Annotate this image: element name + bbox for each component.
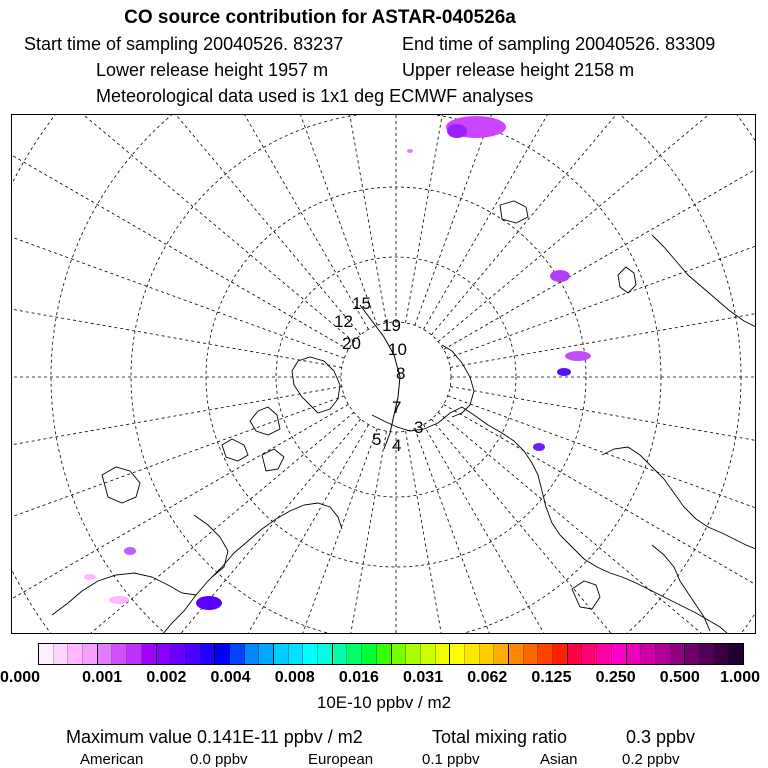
- colorbar-cell: [392, 644, 407, 664]
- total-mixing-label: Total mixing ratio: [432, 727, 568, 747]
- american-value: 0.0 ppbv: [190, 751, 248, 768]
- greenland-coast: [292, 357, 340, 413]
- colorbar-tick-label: 0.004: [210, 669, 251, 686]
- colorbar-cell: [377, 644, 392, 664]
- europe-coast: [652, 235, 756, 327]
- colorbar: [38, 643, 744, 665]
- colorbar-cell: [656, 644, 671, 664]
- colorbar-tick-label: 1.000: [719, 669, 760, 686]
- met-data-label: Meteorological data used is 1x1 deg ECMWF analyses: [96, 86, 534, 106]
- asian-value: 0.2 ppbv: [622, 751, 680, 768]
- meridian-line: [12, 387, 342, 534]
- colorbar-cell: [553, 644, 568, 664]
- colorbar-cell: [289, 644, 304, 664]
- meridian-line: [448, 396, 756, 634]
- colorbar-cell: [347, 644, 362, 664]
- hour-marker: 12: [334, 312, 353, 331]
- meridian-line: [240, 115, 387, 323]
- colorbar-cell: [568, 644, 583, 664]
- latitude-circle: [12, 115, 756, 634]
- hour-marker: 7: [392, 398, 402, 417]
- iceland-coast: [500, 201, 528, 223]
- colorbar-cell: [318, 644, 333, 664]
- colorbar-cell: [450, 644, 465, 664]
- colorbar-cell: [83, 644, 98, 664]
- lower-release-label: Lower release height 1957 m: [96, 60, 329, 80]
- colorbar-cell: [685, 644, 700, 664]
- map-panel: [11, 114, 756, 634]
- hour-marker: 10: [388, 340, 407, 359]
- meridian-line: [415, 115, 704, 325]
- end-time-label: End time of sampling 20040526. 83309: [402, 34, 716, 54]
- plot-title: CO source contribution for ASTAR-040526a: [124, 7, 516, 28]
- colorbar-cell: [715, 644, 730, 664]
- meridian-line: [12, 405, 348, 635]
- colorbar-cell: [333, 644, 348, 664]
- canada-archipelago: [222, 407, 284, 471]
- colorbar-cell: [362, 644, 377, 664]
- colorbar-cell: [39, 644, 54, 664]
- colorbar-unit: 10E-10 ppbv / m2: [316, 693, 452, 712]
- max-value-label: Maximum value 0.141E-11 ppbv / m2: [66, 727, 363, 747]
- colorbar-tick-label: 0.062: [467, 669, 508, 686]
- patch: [109, 596, 129, 604]
- colorbar-cell: [421, 644, 436, 664]
- colorbar-cell: [142, 644, 157, 664]
- hour-marker: 19: [382, 316, 401, 335]
- japan-coast: [572, 581, 600, 609]
- meridian-line: [406, 431, 553, 634]
- latitude-circle: [12, 115, 756, 634]
- patch: [550, 270, 570, 282]
- hour-marker: 4: [392, 436, 402, 455]
- colorbar-cell: [627, 644, 642, 664]
- colorbar-tick-label: 0.016: [338, 669, 379, 686]
- meridian-line: [424, 425, 757, 634]
- patch: [124, 547, 136, 555]
- colorbar-cell: [436, 644, 451, 664]
- meridian-line: [424, 115, 757, 329]
- colorbar-cell: [406, 644, 421, 664]
- colorbar-cell: [157, 644, 172, 664]
- colorbar-cell: [186, 644, 201, 664]
- siberia-coast: [602, 447, 756, 549]
- meridian-line: [12, 115, 348, 350]
- polar-map: [12, 115, 756, 634]
- colorbar-cell: [582, 644, 597, 664]
- meridian-line: [438, 115, 756, 342]
- colorbar-cell: [494, 644, 509, 664]
- colorbar-cell: [641, 644, 656, 664]
- meridian-line: [240, 431, 387, 634]
- start-time-label: Start time of sampling 20040526. 83237: [24, 34, 344, 54]
- colorbar-cell: [215, 644, 230, 664]
- meridian-line: [406, 115, 553, 323]
- hour-marker: 5: [372, 430, 382, 449]
- european-value: 0.1 ppbv: [422, 751, 480, 768]
- alaska-coast: [194, 515, 228, 577]
- meridian-line: [12, 412, 354, 634]
- colorbar-cell: [509, 644, 524, 664]
- colorbar-tick-label: 0.500: [659, 669, 700, 686]
- colorbar-cell: [68, 644, 83, 664]
- colorbar-tick-label: 0.008: [274, 669, 315, 686]
- colorbar-tick-label: 0.002: [146, 669, 187, 686]
- meridian-line: [12, 115, 344, 358]
- colorbar-cell: [524, 644, 539, 664]
- hour-marker: 15: [352, 294, 371, 313]
- patch: [533, 443, 545, 451]
- meridian-line: [415, 429, 704, 634]
- colorbar-cell: [480, 644, 495, 664]
- colorbar-cell: [303, 644, 318, 664]
- colorbar-cell: [612, 644, 627, 664]
- colorbar-cell: [671, 644, 686, 664]
- european-label: European: [308, 751, 374, 768]
- colorbar-cell: [245, 644, 260, 664]
- coastlines: [52, 201, 756, 634]
- colorbar-cell: [54, 644, 69, 664]
- colorbar-cell: [201, 644, 216, 664]
- hour-marker: 3: [414, 418, 424, 437]
- uk-coast: [618, 267, 636, 293]
- graticule: [12, 115, 756, 634]
- north-america-coast: [162, 503, 342, 634]
- eurasia-coast: [372, 407, 728, 634]
- hudson-coast: [52, 573, 196, 615]
- meridian-line: [12, 396, 344, 634]
- colorbar-tick-label: 0.031: [403, 669, 444, 686]
- colorbar-cell: [597, 644, 612, 664]
- american-label: American: [80, 751, 144, 768]
- meridian-line: [12, 115, 369, 329]
- meridian-line: [88, 115, 377, 325]
- total-mixing-value: 0.3 ppbv: [626, 727, 696, 747]
- hour-marker: 20: [342, 334, 361, 353]
- meridian-line: [431, 115, 756, 335]
- meridian-line: [12, 221, 342, 368]
- colorbar-cell: [230, 644, 245, 664]
- colorbar-tick-label: 0.001: [82, 669, 123, 686]
- patch: [565, 351, 591, 361]
- colorbar-cell: [127, 644, 142, 664]
- colorbar-cell: [112, 644, 127, 664]
- patch: [557, 368, 571, 376]
- colorbar-cell: [171, 644, 186, 664]
- meridian-line: [448, 115, 756, 358]
- patch: [447, 124, 467, 138]
- far-east-coast: [652, 545, 710, 631]
- meridian-line: [444, 405, 756, 635]
- colorbar-tick-label: 0.250: [595, 669, 636, 686]
- scandinavia-coast: [442, 345, 474, 417]
- colorbar-cell: [259, 644, 274, 664]
- colorbar-cell: [98, 644, 113, 664]
- hour-marker: 8: [396, 364, 406, 383]
- patch: [407, 149, 413, 153]
- meridian-line: [12, 115, 354, 342]
- meridian-line: [12, 419, 361, 634]
- colorbar-cell: [465, 644, 480, 664]
- patch: [196, 596, 222, 610]
- colorbar-tick-label: 0.000: [0, 669, 41, 686]
- asian-label: Asian: [540, 751, 578, 768]
- colorbar-cell: [700, 644, 715, 664]
- colorbar-cell: [729, 644, 743, 664]
- patch: [84, 574, 96, 580]
- colorbar-cell: [274, 644, 289, 664]
- meridian-line: [450, 387, 756, 534]
- colorbar-cell: [538, 644, 553, 664]
- colorbar-tick-label: 0.125: [531, 669, 572, 686]
- upper-release-label: Upper release height 2158 m: [402, 60, 635, 80]
